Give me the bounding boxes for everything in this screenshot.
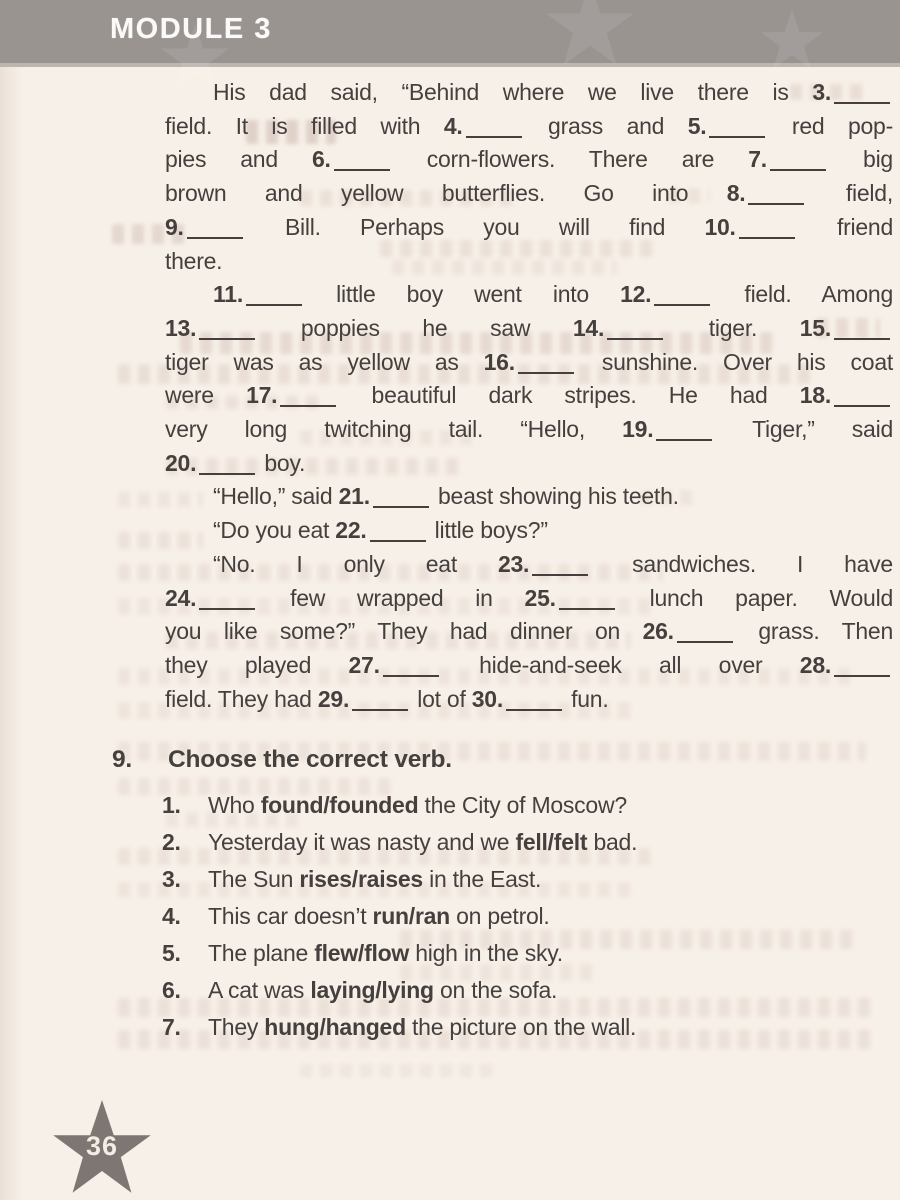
story-line [165,110,893,144]
blank-number: 8. [726,180,746,207]
text-run: pies and [165,146,312,173]
blank-number: 23. [497,550,530,577]
scan-edge-shadow [0,0,22,1200]
blank-number: 16. [483,348,515,375]
blank-number: 10. [704,213,736,240]
text-run: Bill. Perhaps you will find [245,213,705,240]
answer-blank [199,469,255,475]
module-banner [0,0,900,67]
text-run: boy. [258,449,306,476]
answer-blank [466,132,522,138]
text-run: A cat was [208,977,311,1003]
story-line [165,413,893,447]
story-line [165,582,893,616]
answer-blank [834,671,890,677]
blank-number: 4. [443,112,463,139]
text-run: lot of [411,685,472,712]
exercise-item [162,898,894,935]
story-paragraph [165,76,893,278]
text-run: corn-flowers. There are [392,146,749,173]
text-run: they played [165,651,349,678]
text-run: grass and [524,112,688,139]
page-number-star [52,1100,152,1195]
answer-blank [199,334,255,340]
answer-blank [373,502,429,508]
text-run: fun. [564,685,609,712]
verb-choice: flew/flow [314,940,410,966]
blank-number: 6. [311,146,331,173]
text-run: were [165,382,247,409]
story-line [165,278,893,312]
blank-number: 20. [165,449,197,476]
blank-number: 18. [799,382,831,409]
answer-blank [834,401,890,407]
page-number: 36 [85,1131,119,1161]
exercise-item [162,1009,894,1046]
answer-blank [199,604,255,610]
exercise-item [162,972,894,1009]
answer-blank [532,570,588,576]
verb-choice: laying/lying [310,977,434,1003]
blank-number: 28. [799,651,832,678]
answer-blank [834,98,890,104]
text-run: beast showing his teeth. [431,483,679,510]
text-run: His dad said, “Behind where we live there is [213,79,813,105]
text-run: friend [797,213,893,240]
text-run: on the sofa. [433,977,558,1003]
text-run: very long twitching tail. “Hello, [165,416,623,443]
blank-number: 25. [524,584,556,611]
text-run: field. It is filled with [165,112,444,139]
item-number: 4. [162,903,181,929]
text-run: Who [208,792,261,818]
item-text [208,861,894,898]
blank-number: 14. [572,314,605,341]
text-run: in the East. [422,866,542,892]
text-run: “No. I only eat [213,550,498,577]
text-run: bad. [587,829,638,855]
story-line [165,211,893,245]
text-run: you like some?” They had dinner on [165,618,643,645]
blank-number: 29. [317,685,350,712]
item-text [208,824,894,861]
text-run: brown and yellow butterflies. Go into [165,180,727,207]
text-run: “Do you eat [213,517,336,544]
text-run: big [828,146,893,173]
answer-blank [748,199,804,205]
verb-choice: found/founded [260,792,419,818]
answer-blank [656,435,712,441]
story-line [165,615,893,649]
exercise-item [162,787,894,824]
story-line [165,480,893,514]
item-text [208,898,894,935]
text-run: This car doesn’t [208,903,373,929]
text-run: tiger. [666,314,800,341]
exercise-item [162,861,894,898]
exercise-number: 9. [112,746,133,773]
blank-number: 30. [471,685,503,712]
blank-number: 13. [165,314,197,341]
story-text [165,76,893,716]
text-run: tiger was as yellow as [165,348,484,375]
item-text [208,787,894,824]
story-line [165,514,893,548]
text-run: grass. Then [735,618,894,645]
story-paragraph [165,480,893,514]
text-run: Tiger,” said [715,416,893,443]
story-line [165,548,893,582]
blank-number: 22. [335,517,367,544]
answer-blank [518,368,574,374]
story-line [165,649,893,683]
answer-blank [506,705,562,711]
text-run: there. [165,247,223,274]
bleed-through-artifact [300,1064,495,1077]
answer-blank [739,233,795,239]
story-line [165,245,893,279]
answer-blank [187,233,243,239]
blank-number: 19. [622,416,654,443]
exercise-title: Choose the correct verb. [168,746,452,773]
exercise-item [162,935,894,972]
story-paragraph [165,514,893,548]
story-line [165,312,893,346]
text-run: high in the sky. [409,940,563,966]
text-run: field. Among [713,281,894,308]
blank-number: 9. [165,213,184,240]
story-line [165,379,893,413]
story-line [165,346,893,380]
exercise-9 [112,746,894,1046]
banner-star-watermark-icon [760,10,824,70]
answer-blank [677,637,733,643]
answer-blank [370,536,426,542]
item-text [208,935,894,972]
text-run: lunch paper. Would [617,584,893,611]
text-run: Yesterday it was nasty and we [208,829,516,855]
answer-blank [709,132,765,138]
story-line [165,683,893,717]
answer-blank [607,334,663,340]
blank-number: 17. [246,382,278,409]
answer-blank [280,401,336,407]
text-run: sunshine. Over his coat [576,348,894,375]
item-number: 6. [162,977,181,1003]
verb-choice: fell/felt [515,829,588,855]
exercise-item [162,824,894,861]
text-run: red pop- [768,112,893,139]
answer-blank [383,671,439,677]
blank-number: 12. [620,281,652,308]
text-run: little boy went into [304,281,621,308]
module-title: MODULE 3 [110,13,272,45]
answer-blank [834,334,890,340]
text-run: The Sun [208,866,300,892]
verb-choice: run/ran [372,903,450,929]
item-text [208,1009,894,1046]
text-run: few wrapped in [258,584,525,611]
text-run: beautiful dark stripes. He had [339,382,800,409]
answer-blank [334,165,390,171]
text-run: “Hello,” said [213,483,339,510]
exercise-heading [112,746,894,774]
blank-number: 7. [748,146,767,173]
story-line [165,76,893,110]
answer-blank [770,165,826,171]
story-paragraph [165,548,893,717]
text-run: field, [807,180,893,207]
blank-number: 11. [213,281,243,308]
blank-number: 15. [799,314,831,341]
text-run: little boys?” [428,517,548,544]
story-paragraph [165,278,893,480]
text-run: sandwiches. I have [591,550,893,577]
blank-number: 21. [338,483,370,510]
answer-blank [654,300,710,306]
answer-blank [246,300,302,306]
story-line [165,447,893,481]
text-run: hide-and-seek all over [441,651,800,678]
blank-number: 27. [348,651,380,678]
text-run: poppies he saw [258,314,573,341]
answer-blank [559,604,615,610]
verb-choice: rises/raises [299,866,423,892]
item-number: 2. [162,829,181,855]
item-number: 5. [162,940,181,966]
item-text [208,972,894,1009]
story-line [165,177,893,211]
text-run: the picture on the wall. [405,1014,637,1040]
verb-choice: hung/hanged [264,1014,406,1040]
blank-number: 3. [812,79,831,105]
exercise-items [162,787,894,1046]
story-line [165,143,893,177]
blank-number: 5. [687,112,707,139]
item-number: 3. [162,866,181,892]
text-run: field. They had [165,685,318,712]
banner-star-watermark-icon [545,0,635,67]
blank-number: 24. [165,584,197,611]
text-run: on petrol. [449,903,550,929]
text-run: the City of Moscow? [418,792,627,818]
blank-number: 26. [642,618,674,645]
answer-blank [352,705,408,711]
text-run: The plane [208,940,315,966]
text-run: They [208,1014,265,1040]
item-number: 1. [162,792,181,818]
item-number: 7. [162,1014,181,1040]
